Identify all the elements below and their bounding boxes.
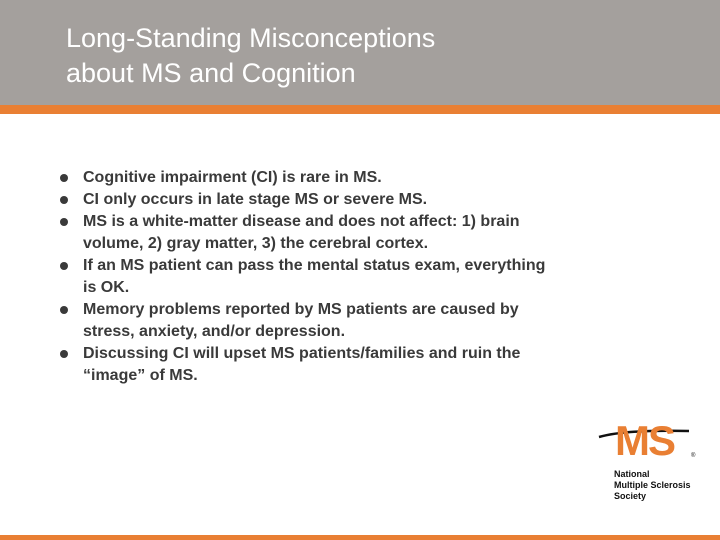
nmss-logo	[597, 412, 697, 512]
logo-mark-text: MS	[615, 417, 674, 464]
bullet-text: Cognitive impairment (CI) is rare in MS.	[83, 169, 382, 186]
bullet-text: If an MS patient can pass the mental status exam, everything is OK.	[83, 257, 546, 296]
bullet-text: Discussing CI will upset MS patients/families and ruin the “image” of MS.	[83, 345, 521, 384]
ms-logo-mark-icon	[597, 412, 697, 468]
bullet-item	[0, 299, 553, 343]
bullet-item	[0, 255, 553, 299]
bullet-dot-icon	[60, 350, 68, 358]
logo-org-line-2: Multiple Sclerosis	[614, 480, 691, 490]
bullet-item	[0, 211, 553, 255]
footer-orange-rule	[0, 535, 720, 540]
bullet-dot-icon	[60, 306, 68, 314]
logo-org-name	[614, 469, 691, 502]
slide-title-line-1: Long-Standing Misconceptions	[66, 23, 436, 53]
logo-org-line-1: National	[614, 469, 650, 479]
bullet-text: Memory problems reported by MS patients are caused by stress, anxiety, and/or depression.	[83, 301, 519, 340]
header-orange-rule	[0, 105, 720, 114]
title-banner	[0, 0, 720, 105]
bullet-text: MS is a white-matter disease and does not affect: 1) brain volume, 2) gray matter, 3) the cerebral cortex.	[83, 213, 520, 252]
bullet-item	[0, 167, 553, 189]
bullet-item	[0, 189, 553, 211]
bullet-text: CI only occurs in late stage MS or severe MS.	[83, 191, 428, 208]
bullet-dot-icon	[60, 218, 68, 226]
bullet-dot-icon	[60, 196, 68, 204]
bullet-dot-icon	[60, 174, 68, 182]
bullet-item	[0, 343, 553, 387]
slide-title	[66, 21, 626, 91]
slide-title-line-2: about MS and Cognition	[66, 58, 356, 88]
bullet-list	[0, 167, 553, 387]
logo-org-line-3: Society	[614, 491, 647, 501]
bullet-dot-icon	[60, 262, 68, 270]
logo-registered-mark: ®	[691, 453, 696, 459]
